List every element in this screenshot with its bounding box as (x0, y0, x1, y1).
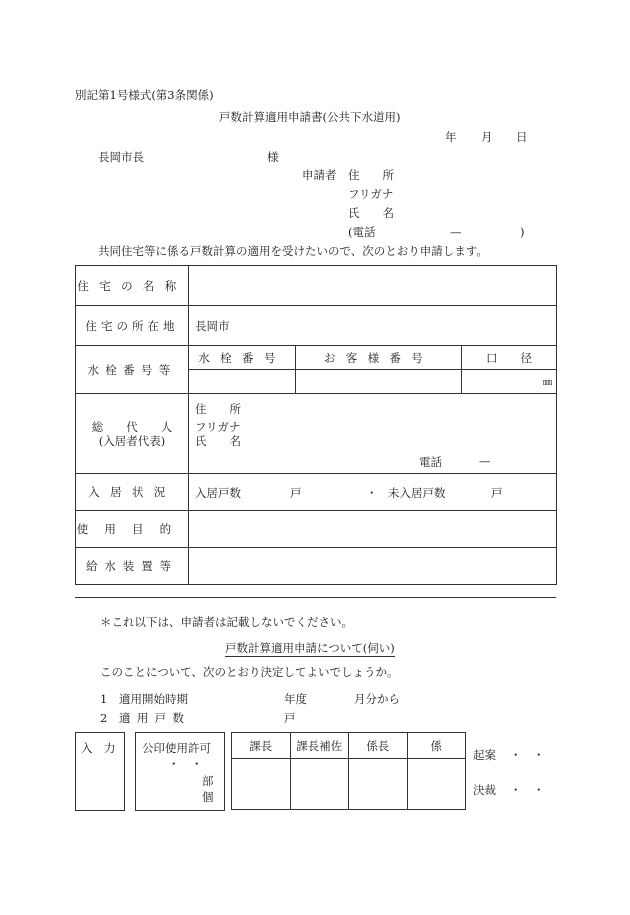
stamp-staff[interactable] (407, 759, 466, 810)
date-month: 月 (481, 130, 493, 144)
applicant-phone-open: (電話 (348, 225, 376, 239)
occupied-label: 入居戸数 (195, 486, 241, 500)
applicant-address: 住 所 (348, 168, 394, 182)
rep-label: 総 代 人 (91, 419, 173, 434)
draft-date-dots: ・ ・ (510, 748, 545, 762)
application-table (75, 265, 557, 585)
applicant-name: 氏 名 (348, 206, 394, 220)
rep-field[interactable] (189, 394, 557, 474)
occupancy-label: 入居状況 (88, 485, 176, 499)
approver-staff: 係 (407, 733, 466, 759)
equipment-field[interactable] (189, 548, 557, 585)
stamp-section-chief[interactable] (232, 759, 291, 810)
item1-month: 月分から (354, 692, 400, 706)
inquiry-title: 戸数計算適用申請について(伺い) (225, 641, 395, 655)
unoccupied-unit: 戸 (491, 486, 503, 500)
office-use-divider (75, 597, 556, 598)
item1-label: 適用開始時期 (119, 692, 188, 706)
approver-subsection-chief: 係長 (349, 733, 408, 759)
item1-year: 年度 (284, 692, 307, 706)
item1-number: 1 (100, 692, 108, 706)
hydrant-col3: 口 径 (486, 350, 532, 365)
housing-location-label: 住宅の所在地 (85, 318, 179, 333)
date-year: 年 (445, 130, 457, 144)
input-label: 入 力 (81, 741, 116, 755)
housing-location-field[interactable] (189, 306, 557, 346)
rep-address-label: 住 所 (195, 402, 241, 416)
stamp-deputy-chief[interactable] (290, 759, 349, 810)
applicant-phone-close: ) (520, 225, 525, 239)
addressee-name: 長岡市長 (98, 150, 144, 164)
occupied-unit: 戸 (290, 486, 302, 500)
housing-name-field[interactable] (189, 266, 557, 306)
seal-unit-copies: 部 (202, 774, 214, 788)
unoccupied-label: 未入居戸数 (388, 486, 446, 500)
applicant-label: 申請者 (302, 168, 337, 182)
form-number: 別記第1号様式(第3条関係) (75, 88, 214, 102)
rep-name-label: 氏 名 (195, 434, 241, 448)
intro-text: 共同住宅等に係る戸数計算の適用を受けたいので、次のとおり申請します。 (98, 244, 488, 258)
hydrant-col2: お客様番号 (323, 350, 434, 365)
approver-deputy-chief: 課長補佐 (290, 733, 349, 759)
stamp-subsection-chief[interactable] (349, 759, 408, 810)
decision-label: 決裁 (473, 783, 496, 797)
decision-date-dots: ・ ・ (510, 783, 545, 797)
approver-section-chief: 課長 (232, 733, 291, 759)
purpose-label: 使用目的 (76, 522, 188, 536)
diameter-unit: ㎜ (543, 378, 553, 388)
item2-number: 2 (100, 711, 108, 725)
equipment-label: 給水装置等 (86, 559, 178, 573)
occupancy-field[interactable] (189, 474, 557, 511)
addressee-honorific: 様 (267, 150, 279, 164)
item2-label: 適用戸数 (119, 711, 191, 725)
draft-label: 起案 (473, 748, 496, 762)
rep-phone-dash: — (479, 454, 491, 468)
seal-unit-pieces: 個 (202, 790, 214, 804)
housing-name-label: 住宅の名称 (77, 278, 187, 293)
rep-phone-label: 電話 (419, 455, 442, 469)
rep-label-sub: (入居者代表) (98, 433, 166, 448)
form-title: 戸数計算適用申請書(公共下水道用) (219, 110, 401, 124)
occupancy-bullet: ・ (366, 486, 378, 500)
input-box[interactable] (75, 732, 125, 811)
inquiry-body: このことについて、次のとおり決定してよいでしょうか。 (100, 665, 399, 679)
applicant-furigana: フリガナ (348, 187, 394, 201)
seal-label: 公印使用許可 (142, 741, 211, 755)
hydrant-label: 水栓番号等 (87, 362, 177, 377)
purpose-field[interactable] (189, 511, 557, 548)
office-notice: ＊これ以下は、申請者は記載しないでください。 (100, 615, 353, 629)
hydrant-number-field[interactable] (189, 370, 296, 394)
seal-date-dots: ・ ・ (168, 757, 203, 771)
date-day: 日 (516, 130, 528, 144)
item2-unit: 戸 (284, 711, 296, 725)
diameter-field[interactable] (462, 370, 557, 394)
applicant-phone-dash: — (450, 225, 462, 239)
seal-box[interactable] (135, 732, 225, 811)
customer-number-field[interactable] (296, 370, 462, 394)
housing-location-value: 長岡市 (195, 318, 230, 333)
rep-furigana-label: フリガナ (195, 420, 241, 434)
approval-table (231, 732, 466, 810)
hydrant-col1: 水栓番号 (198, 350, 286, 365)
